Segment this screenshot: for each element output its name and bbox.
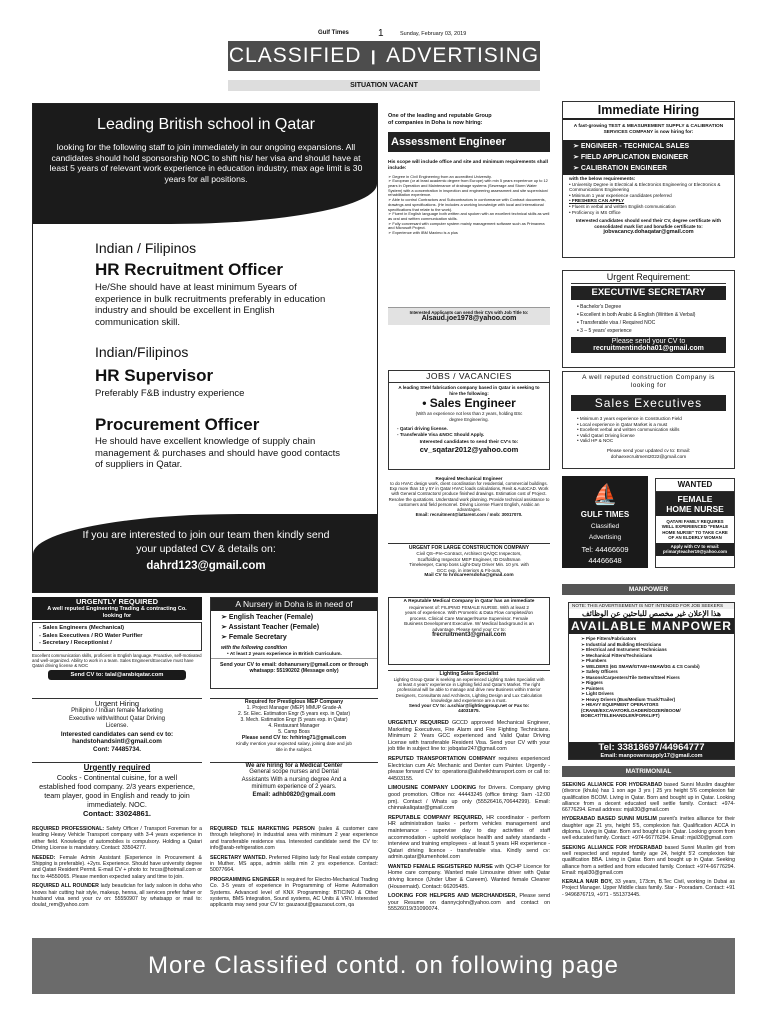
list-item: ➢ Pipe Fitters/Fabricators <box>581 636 722 642</box>
header-title-right: ADVERTISING <box>386 44 540 67</box>
entry-text: Please send your Resume on dannycjohn@yahoo.com and contact on 55526019/31090074. <box>388 893 551 913</box>
assessment-requirements <box>388 175 550 236</box>
entry-text: requires experienced Electrician cum A/c Mechanic and Denter cum Painter. Urgently - please forward CV to: operations@alsheikhtransport.com or call to: 44503155. <box>388 755 551 782</box>
list-item: • University Degree in Electrical & Electronics Engineering or Electronics & Communications Engineering <box>569 182 728 193</box>
classified-entry <box>210 855 378 874</box>
assessment-title: Assessment Engineer <box>388 132 550 152</box>
list-item: - Sales Engineers (Mechanical) <box>39 625 125 631</box>
filipino-nurse-ad <box>388 597 550 665</box>
assessment-apply: Interested Applicants can send their CVs with Job Title to: <box>409 310 529 315</box>
eng-sub: A well reputed Engineering Trading & contracting Co. looking for <box>32 606 202 620</box>
list-item: ➢ Heavy Drivers (Bus/Medium Truck/Trailer) <box>581 697 722 703</box>
exec-urgent: Urgent Requirement: <box>571 271 726 284</box>
matrimonial-list <box>562 782 735 932</box>
immediate-reqs <box>563 182 734 216</box>
list-item: 5. Camp Boss <box>278 729 310 735</box>
exec-title: EXECUTIVE SECRETARY <box>571 286 726 300</box>
gulf-times-name: GULF TIMES <box>580 510 630 519</box>
eng-roles <box>32 622 202 651</box>
list-item: - Transferable Visa &NOC Should Apply. <box>397 431 485 437</box>
classified-entry <box>32 826 202 852</box>
section-title: SITUATION VACANT <box>228 80 540 91</box>
role-hr-supervisor: HR Supervisor <box>95 366 214 385</box>
entry-text: HR coordinator - perform HR administration tasks - perform vehicles management and maintenance - supervise day to day activities of staff accommodation - uphold workplace health and safety standards - interview and training employees - at least 5 years HR experience - Qatari driving licence - transferable visa. Kindly send cv: admin.qatar@lumenhotel.com <box>388 814 550 861</box>
entry-text: GCCD approved Mechanical Engineer, Marketing Executives, Fire Alarm and Fire Fighting Technicians. Minimum 2 Years GCC experienced and Valid Qatar Driving License with transferable Resident Visa. Send your CV with your job title in subject line to: jobqatar247@gmail.com <box>388 720 550 753</box>
exec-requirements <box>563 302 734 336</box>
large-construction-ad <box>388 543 550 593</box>
entry-heading: REQUIRED ALL ROUNDER <box>32 883 99 890</box>
list-item-text: Qatari driving license. <box>399 426 448 431</box>
manpower-list <box>569 634 734 721</box>
assessment-scope: His scope will include office and site and minimum requirements shall include: <box>388 160 548 171</box>
entry-text: is required for Electro-Mechanical Trading Co. 3-5 years of experience in Programming of Home Automation Systems. Advanced level of KNX Programming: BTICINO & Other systems, BMS Integration, Sound systems, AC Units & VRV. Interested applicants may send your CV to: gauzaout@gauzaout.com, qa <box>210 876 378 909</box>
lighting-title: Lighting Sales Specialist <box>388 670 550 677</box>
list-item: ➢ Safety Officers <box>581 669 722 675</box>
mep-title: Required for Prestigious MEP Company <box>244 699 344 705</box>
list-item: • Minimum 3 years experience in Construction Field <box>577 416 720 422</box>
lighting-email[interactable]: Send your CV to: a.schiar@lightinggroup.net or Fax to: 44031875. <box>408 703 530 714</box>
gulf-times-label2: Advertising <box>588 534 622 541</box>
nurse-wanted: WANTED <box>656 479 734 492</box>
list-item: ➢ Mechanical Fitters/Technicians <box>581 653 722 659</box>
entry-text: for Drivers. Company giving good promotion. Office no: 44443245 (office timing: 9am -12:00 pm). Contact / Whats up only (55526416,70644299). Email: chinnakaliqatar@gmail.com <box>388 785 551 812</box>
entry-text: (sales & customer care through telephone) in industrial area with minimum 2 year experience and transferable residence visa. Interested candidate send the CV to: info@arab-refrigeration.com <box>210 826 378 852</box>
assessment-email[interactable]: Alsaud.joe1978@yahoo.com <box>421 315 517 322</box>
classified-header <box>228 41 540 71</box>
nursery-items <box>211 651 377 658</box>
jobs-items <box>389 422 549 437</box>
list-item-text: Secretary / Receptionist / <box>42 640 112 646</box>
nursery-cond: with the following condition <box>221 645 288 651</box>
nurse-sub: QATARI FAMILY REQUIRES WELL EXPERIENCED "FEMALE HOME NURSE" TO TAKE CARE OF AN ELDERLY WOMAN <box>661 519 729 540</box>
eng-email[interactable]: Send CV to: talal@arabiqatar.com <box>48 670 186 680</box>
role-procurement-officer: Procurement Officer <box>95 415 260 434</box>
nurse-req-email[interactable]: frecruitment3@gmail.com <box>432 632 506 639</box>
classified-entry <box>388 815 550 861</box>
jobs-role: • Sales Engineer <box>422 396 516 411</box>
role-1-description: He/She should have at least minimum 5years of experience in bulk recruitments preferably in education industry and should be excellent in English communication skill. <box>95 282 326 328</box>
nurse-req-text: requirement of: FILIPINO FEMALE NURSE. With at least 2 years of experience. With Prometric & Data Flow completed/on process. Clinical Care Manager/Nurse Supervisor. Female Business Development Executive. W/ Medical background is an advantage. Please send your CV to: <box>404 604 534 632</box>
sales-executives-ad <box>562 371 735 469</box>
list-item: 1. Project Manager (MEP) MMUP Grade-A <box>246 705 342 711</box>
entry-text: with QCHP Licence for Home care company. Wanted male Limousine driver with Qatar driving licence (Under Uber & Careem). Wanted female Cleaner (Housemaid). Contact: 66205485. <box>388 863 550 890</box>
sales-exec-title: Sales Executives <box>571 395 726 411</box>
large-const-email[interactable]: Mail CV to hrdcareersdoha@gmail.com <box>424 573 514 578</box>
medical-text: General scope nurses and Dental Assistants With a nursing degree And a minimum experience of 2 years. <box>241 769 347 790</box>
list-item-text: Sales Executives / RO Water Purifier <box>42 632 143 639</box>
executive-secretary-ad <box>562 270 735 368</box>
gulf-times-tel2: 44466648 <box>588 556 622 565</box>
entry-text: lady beautician for lady saloon in doha who knows hair cutting hair style, makeup, henna, all services prefer father or husband visa send your cv on: 55550907 by whatsapp or mail to: doulat_rem@yahoo.com <box>32 883 202 909</box>
list-item: ➢ Experience with IBM Maximo is a plus <box>388 231 550 236</box>
entry-heading: NEEDED: <box>32 854 56 861</box>
sales-exec-items <box>563 414 734 446</box>
entry-text: based Sunni Muslim daughter (divorce (khula) has 1 son age 3 yrs | 25 yrs height 5'6 complexion fair qualification BCOM. Living in Qatar. Born and bought up in Qatar. Looking alliance from a decent educated well settle family. Contact: +974-66776294. Email address: mjali30@gmail.com <box>562 782 735 814</box>
gulf-times-tel: Tel: 44466609 <box>581 545 629 554</box>
lighting-text: Lighting Group Qatar is seeking an experienced Lighting Sales Specialist with at least 4 years' experience in Lighting field and Qatar's Market. The right professional will be able to manage and drive new Business within Interior Designers, Consultants and Architects, Lighting Design and Lux Calculation knowledge and experience are a must. <box>393 677 545 703</box>
classified-entry <box>388 785 550 811</box>
list-item: ➢ Fluent in English language both written and spoken with an excellent technical skills as well as oral and written communication skills. <box>388 212 550 221</box>
page-number: 1 <box>378 28 384 39</box>
school-cta: If you are interested to join our team then kindly send your updated CV & details on: <box>82 529 330 555</box>
list-item: ➢ WELDERS (6G SMAW/GTAW+SMAW/3G & CS Combi) <box>581 664 722 670</box>
classified-entry <box>562 845 735 876</box>
nurse-title2: HOME NURSE <box>666 504 724 514</box>
medical-title: We are hiring for a Medical Center <box>245 763 343 769</box>
immediate-intro: A fast-growing TEST & MEASUREMENT SUPPLY & CALIBRATION SERVICES COMPANY is now hiring for: <box>573 124 724 135</box>
list-item: • At least 2 years experience in British Curriculum. <box>227 652 361 657</box>
manpower-note: NOTE: THIS ADVERTISEMENT IS NOT INTENDED FOR JOB SEEKERS <box>569 603 734 609</box>
list-item: • Transferable visa / Required NOC <box>577 319 720 327</box>
manpower-band: MANPOWER <box>562 584 735 595</box>
nursery-ad <box>210 597 378 689</box>
medical-email[interactable]: Email: adhb0820@gmail.com <box>252 791 336 798</box>
list-item: 2. Sr. Elec. Estimation Engr (5 years exp. in Qatar) <box>238 711 350 717</box>
urgent-hiring-ad <box>32 698 202 756</box>
continued-footer: More Classified contd. on following page <box>32 938 735 994</box>
urgent-hiring-email[interactable]: handstohandsintl@gmail.com <box>72 738 162 746</box>
entry-heading: HYDERABAD BASED SUNNI MUSLIM <box>562 816 657 823</box>
jobs-apply: Interested candidates to send their CV's to: <box>419 440 519 446</box>
entry-text: based Sunni Muslim girl from well respected and reputed family age 24, height 5'2 complexion fair qualification BBA. Living in Qatar. Born and bought up in Qatar. Seeking alliance from a settled and from educated family. Contact: +974-66776294. Email: mjali30@gmail.com <box>562 844 735 876</box>
entry-heading: REPUTABLE COMPANY REQUIRED, <box>388 814 484 821</box>
list-item: ➢ Masons/Carpenters/Tile Setters/Steel Fixers <box>581 675 722 681</box>
list-item: • FRESHERS CAN APPLY <box>569 198 728 204</box>
mid-classifieds <box>210 826 378 932</box>
classified-entry <box>388 756 550 782</box>
nursery-title: A Nursery in Doha is in need of <box>211 598 377 611</box>
role-hr-recruitment-officer: HR Recruitment Officer <box>95 260 283 279</box>
classified-entry <box>388 893 550 913</box>
available-manpower-ad <box>568 602 735 760</box>
immediate-title: Immediate Hiring <box>563 102 734 120</box>
lighting-ad <box>388 670 550 718</box>
left-classifieds <box>32 826 202 932</box>
exec-contact-box <box>571 337 726 353</box>
gulf-times-label1: Classified <box>590 523 620 530</box>
urgent-hiring-cont: Cont: 74485734. <box>93 746 141 754</box>
nurse-req-title: A Reputable Medical Company in Qatar has an immediate <box>403 599 535 604</box>
manpower-email[interactable]: Email: manpowersupply17@gmail.com <box>600 753 703 759</box>
entry-heading: REPUTED TRANSPORTATION COMPANY <box>388 755 496 762</box>
nursery-roles <box>211 611 377 645</box>
mech-email[interactable]: Email: recruitment@lattarent.com / mob: 30017070. <box>415 512 523 518</box>
manpower-arabic: هذا الإعلان غير مخصص للباحثين عن الوظائف <box>582 609 721 618</box>
list-item: ➢ ENGINEER - TECHNICAL SALES <box>573 141 724 152</box>
list-item: - Secretary / Receptionist / <box>39 640 112 646</box>
entry-heading: LIMOUSINE COMPANY LOOKING <box>388 785 477 792</box>
list-item: 4. Restaurant Manager <box>268 723 320 729</box>
role-2-description: Preferably F&B industry experience <box>95 388 245 399</box>
jobs-desc: (With an experience not less than 2 years, holding BSc degree Engineering. <box>415 411 523 422</box>
jobs-email[interactable]: cv_sqatar2012@yahoo.com <box>419 445 519 455</box>
nursery-apply[interactable]: Send your CV to email: dohanursery@gmail.com or through whatsapp: 55190202 (Message only) <box>211 658 377 675</box>
role-3-description: He should have excellent knowledge of supply chain management & purchases and should have good contacts of suppliers in Qatar. <box>95 436 341 470</box>
entry-text: parent's invites alliance for their daughter age 21 yrs, height 5'5, complexion fair. Qualification ACCA in diploma. Living in Qatar. Born and bought up in Qatar. Looking groom from well educated family. Contact: +974-66776294. Email: mjali30@gmail.com <box>562 816 735 842</box>
exec-cta: Please send your CV to <box>611 338 686 345</box>
assessment-lead: One of the leading and reputable Group of companies in Doha is now hiring: <box>388 113 492 126</box>
immediate-roles <box>563 140 734 175</box>
issue-date: Sunday, February 03, 2019 <box>400 31 467 37</box>
jobs-vacancies-ad <box>388 370 550 470</box>
list-item: • Fluent in verbal and written English communication <box>569 204 728 210</box>
mep-company-ad <box>210 698 378 758</box>
list-item: ➢ English Teacher (Female) <box>221 613 367 623</box>
home-nurse-ad <box>655 478 735 568</box>
eng-title: URGENTLY REQUIRED <box>32 597 202 606</box>
list-item-text: Sales Engineers (Mechanical) <box>42 625 125 631</box>
list-item: 3. Mech. Estimation Engr (5 years exp. in Qatar) <box>240 717 348 723</box>
sales-exec-email[interactable]: Please send your updated cv to: Email: dohaexecruitment2022@gmail.com <box>606 448 691 460</box>
ship-icon: ⛵ <box>592 484 618 506</box>
nationality-1: Indian / Filipinos <box>95 240 197 256</box>
list-item: ➢ CALIBRATION ENGINEER <box>573 163 724 174</box>
classified-entry <box>388 720 550 753</box>
mep-note: Kindly mention your expected salary, joining date and job title in the subject. <box>236 741 352 752</box>
cooks-text: Cooks - Continental cuisine, for a well established food company. 2/3 years experience, team player, good in English and ready to join immediately. NOC. <box>39 773 195 809</box>
entry-heading: URGENTLY REQUIRED <box>388 720 449 726</box>
immediate-email[interactable]: jobvacancy.dohaqatar@gmail.com <box>603 229 694 236</box>
cooks-ad <box>32 762 202 822</box>
british-school-ad <box>32 103 378 593</box>
school-intro: looking for the following staff to join immediately in our ongoing expansions. All candidates should hold sponsorship NOC to shift his/ her visa and should have at least 5 years of relevant work experience in education industry, max age limit is 30 years for all positions. <box>49 142 363 184</box>
immediate-footer: Interested candidates should send their CV, degree certificate with consolidated mark list and bonafide certificate to: <box>575 218 722 229</box>
header-title-left: CLASSIFIED <box>228 44 362 67</box>
entry-heading: LOOKING FOR HELPERS AND MERCHANDISER, <box>388 893 517 900</box>
entry-heading: KERALA NAIR BOY, <box>562 879 613 886</box>
entry-text: Preferred Filipino lady for Real estate company in Muther. MS apps, admin skills min 2 yrs experience. Contact: 50077664. <box>210 854 379 874</box>
entry-heading: REQUIRED PROFESSIONAL: <box>32 826 105 832</box>
list-item: • Local experience in Qatar Market is a must <box>577 422 720 428</box>
classified-entry <box>562 782 735 813</box>
urgent-hiring-text: Philipino / Indian female Marketing Executive with/without Qatar Driving License. <box>68 708 166 729</box>
list-item: ➢ Industrial and Building Electricians <box>581 642 722 648</box>
urgent-hiring-title: Urgent Hiring <box>94 699 140 708</box>
list-item: - Sales Executives / RO Water Purifier <box>39 632 143 639</box>
list-item: - Qatari driving license. <box>397 426 448 431</box>
entry-heading: SECRETARY WANTED. <box>210 854 267 861</box>
list-item: ➢ Able to control Contractors and Subcontractors in conformance with Contract documents, drawings and specifications. (He includes a working knowledge with local and international specifications that relate to the work). <box>388 198 550 212</box>
mep-email[interactable]: Please send CV to: hrhiring71@gmail.com <box>241 735 347 741</box>
immediate-req-head: with the below requirements: <box>569 176 636 182</box>
nationality-2: Indian/Filipinos <box>95 344 189 360</box>
entry-heading: REQUIRED TELE MARKETING PERSON <box>210 826 315 832</box>
right-mid-classifieds <box>388 720 551 913</box>
mech-text: to do HVAC design work, client coordination for residential, commercial buildings. Exp more than 10 y 5Y in Qatar HVAC loads calculations, Revit & AutoCAD. Work with General Contractors/ produce finished drawings. Estimation cost of Project. Resolve the quotations. Understand work planning. Provide technical assistance to customers and field personnel. Driving License Fluent English, Arabic an advantages. <box>388 481 550 513</box>
classified-entry <box>32 855 202 881</box>
cooks-title: Urgently required <box>83 763 151 772</box>
school-email[interactable]: dahrd123@gmail.com <box>146 560 266 572</box>
divider-icon: ❙ <box>367 47 381 64</box>
paper-name: Gulf Times <box>318 30 349 36</box>
mech-title: Required Mechanical Engineer <box>435 476 503 481</box>
entry-heading: PROGRAMMING ENGINEER <box>210 876 280 883</box>
list-item: • Bachelor's Degree <box>577 303 720 311</box>
list-item: • Valid Qatari Driving license <box>577 433 720 439</box>
list-item: ➢ Assistant Teacher (Female) <box>221 623 367 633</box>
list-item: ➢ European (or at least academic degree from Europe) with min 5 years experience up to 12 years in Operation and Maintenance of drainage systems (Sewerage and Storm Water System) with a concentration in inspection and engineering assessment and site supervision/ rehabilitation experience. <box>388 179 550 198</box>
entry-text: Female Admin Assistant (Experience in Procurement & Shipping is preferable). +2yrs. Experience. Should have university degree and Qatari Resident Permit. E-mail CV + photo to: hrcss@hotmail.com or fax to 44550065. Please mention expected salary and time to join. <box>32 854 202 880</box>
large-const-text: Civil QS–Pre-Contract, Architect QA/QC Inspectors, Scaffolding Inspector MEP Engineer, ID Draftsman Timekeeper, Camp boss Light-Duty Driver Min. 10 yrs. with GCC exp. in interiors & Fit-outs. <box>409 551 529 573</box>
large-const-title: URGENT FOR LARGE CONSTRUCTION COMPANY <box>388 543 550 551</box>
assessment-apply-box <box>388 307 550 325</box>
list-item: ➢ Plumbers <box>581 658 722 664</box>
list-item: ➢ Fully conversant with computer system mainly management software such as Primavera and Microsoft Project. <box>388 222 550 231</box>
list-item: ➢ Degree in Civil Engineering from an accredited University. <box>388 175 550 180</box>
entry-heading: SEEKING ALLIANCE FOR HYDERABAD <box>562 782 662 788</box>
entry-heading: WANTED FEMALE REGISTERED NURSE <box>388 863 493 870</box>
manpower-tel: Tel: 33818697/44964777 <box>598 742 705 753</box>
jobs-role-text: Sales Engineer <box>429 396 516 411</box>
entry-text: 33 years, 173cm, B.Tec Civil, working in Dubai as Project Manager. Upper Middle class family. Star - Pooradam. Contact: +91 - 9496876719, +971 - 551373445. <box>562 879 735 898</box>
jobs-lead: A leading Steel fabrication company based in Qatar is seeking to hire the following: <box>398 385 540 396</box>
list-item: ➢ Electrical and Instrument Technicians <box>581 647 722 653</box>
list-item: ➢ HEAVY EQUIPMENT OPERATORS (CRANE/EXCAVATOR/LOADER/DOZER/BOOM/ BOBCAT/TELEHANDLER/FORKLIFT) <box>581 702 722 719</box>
exec-email[interactable]: recruitmentindoha01@gmail.com <box>593 345 704 352</box>
classified-entry <box>388 864 550 890</box>
immediate-hiring-ad <box>562 101 735 258</box>
list-item: • Excellent verbal and written communication skills <box>577 427 720 433</box>
entry-text: Safety Officer / Transport Foreman for a leading Heavy Vehicle Transport company with 3-4 years experience in either field. Knowledge of automobiles is compulsory. Holding a Qatari Driving License is mandatory. Contact: 33504277. <box>32 826 202 852</box>
classified-entry <box>32 883 202 909</box>
manpower-title: AVAILABLE MANPOWER <box>569 618 734 634</box>
mechanical-engineer-ad <box>388 476 550 538</box>
urgent-hiring-cta: Interested candidates can send cv to: <box>60 730 174 738</box>
gulf-times-box <box>562 476 648 568</box>
list-item: ➢ Light Drivers <box>581 691 722 697</box>
list-item: ➢ Female Secretary <box>221 633 367 643</box>
list-item: • Minimum 1 year experience candidates preferred <box>569 193 728 199</box>
jobs-title: JOBS / VACANCIES <box>389 371 549 383</box>
mep-items <box>210 705 378 735</box>
nurse-email[interactable]: primaryteacher19@yahoo.com <box>662 549 728 555</box>
school-title: Leading British school in Qatar <box>97 116 315 133</box>
list-item: ➢ FIELD APPLICATION ENGINEER <box>573 152 724 163</box>
classified-entry <box>562 816 735 841</box>
list-item: • Proficiency in MS Office <box>569 210 728 216</box>
list-item-text: Transferable Visa &NOC Should Apply. <box>399 431 485 437</box>
list-item: • 3 – 5 years' experience <box>577 327 720 335</box>
manpower-contact-box <box>569 742 734 759</box>
list-item: ➢ Painters <box>581 686 722 692</box>
eng-note: Excellent communication skills, proficient in English language. Proactive, self-motivated and well-organized. Ability to work in a team. Sales Engineers/Executive must have Qatari driving license & NOC <box>32 652 202 669</box>
cooks-contact: Contact: 33024861. <box>83 809 151 818</box>
assessment-engineer-ad <box>388 113 550 325</box>
list-item: • Valid HP & NOC <box>577 438 720 444</box>
medical-center-ad <box>210 762 378 816</box>
classified-entry <box>210 826 378 852</box>
classified-entry <box>562 879 735 898</box>
matrimonial-band: MATRIMONIAL <box>562 766 735 777</box>
nurse-apply: Apply with CV to email: <box>670 544 720 550</box>
nurse-title1: FEMALE <box>677 494 713 504</box>
sales-exec-lead: A well reputed construction Company is looking for <box>582 374 715 389</box>
list-item: • Excellent in both Arabic & English (Written & Verbal) <box>577 311 720 319</box>
list-item: ➢ Riggers <box>581 680 722 686</box>
entry-heading: SEEKING ALLIANCE FOR HYDERABAD <box>562 844 663 851</box>
classified-entry <box>210 877 378 909</box>
